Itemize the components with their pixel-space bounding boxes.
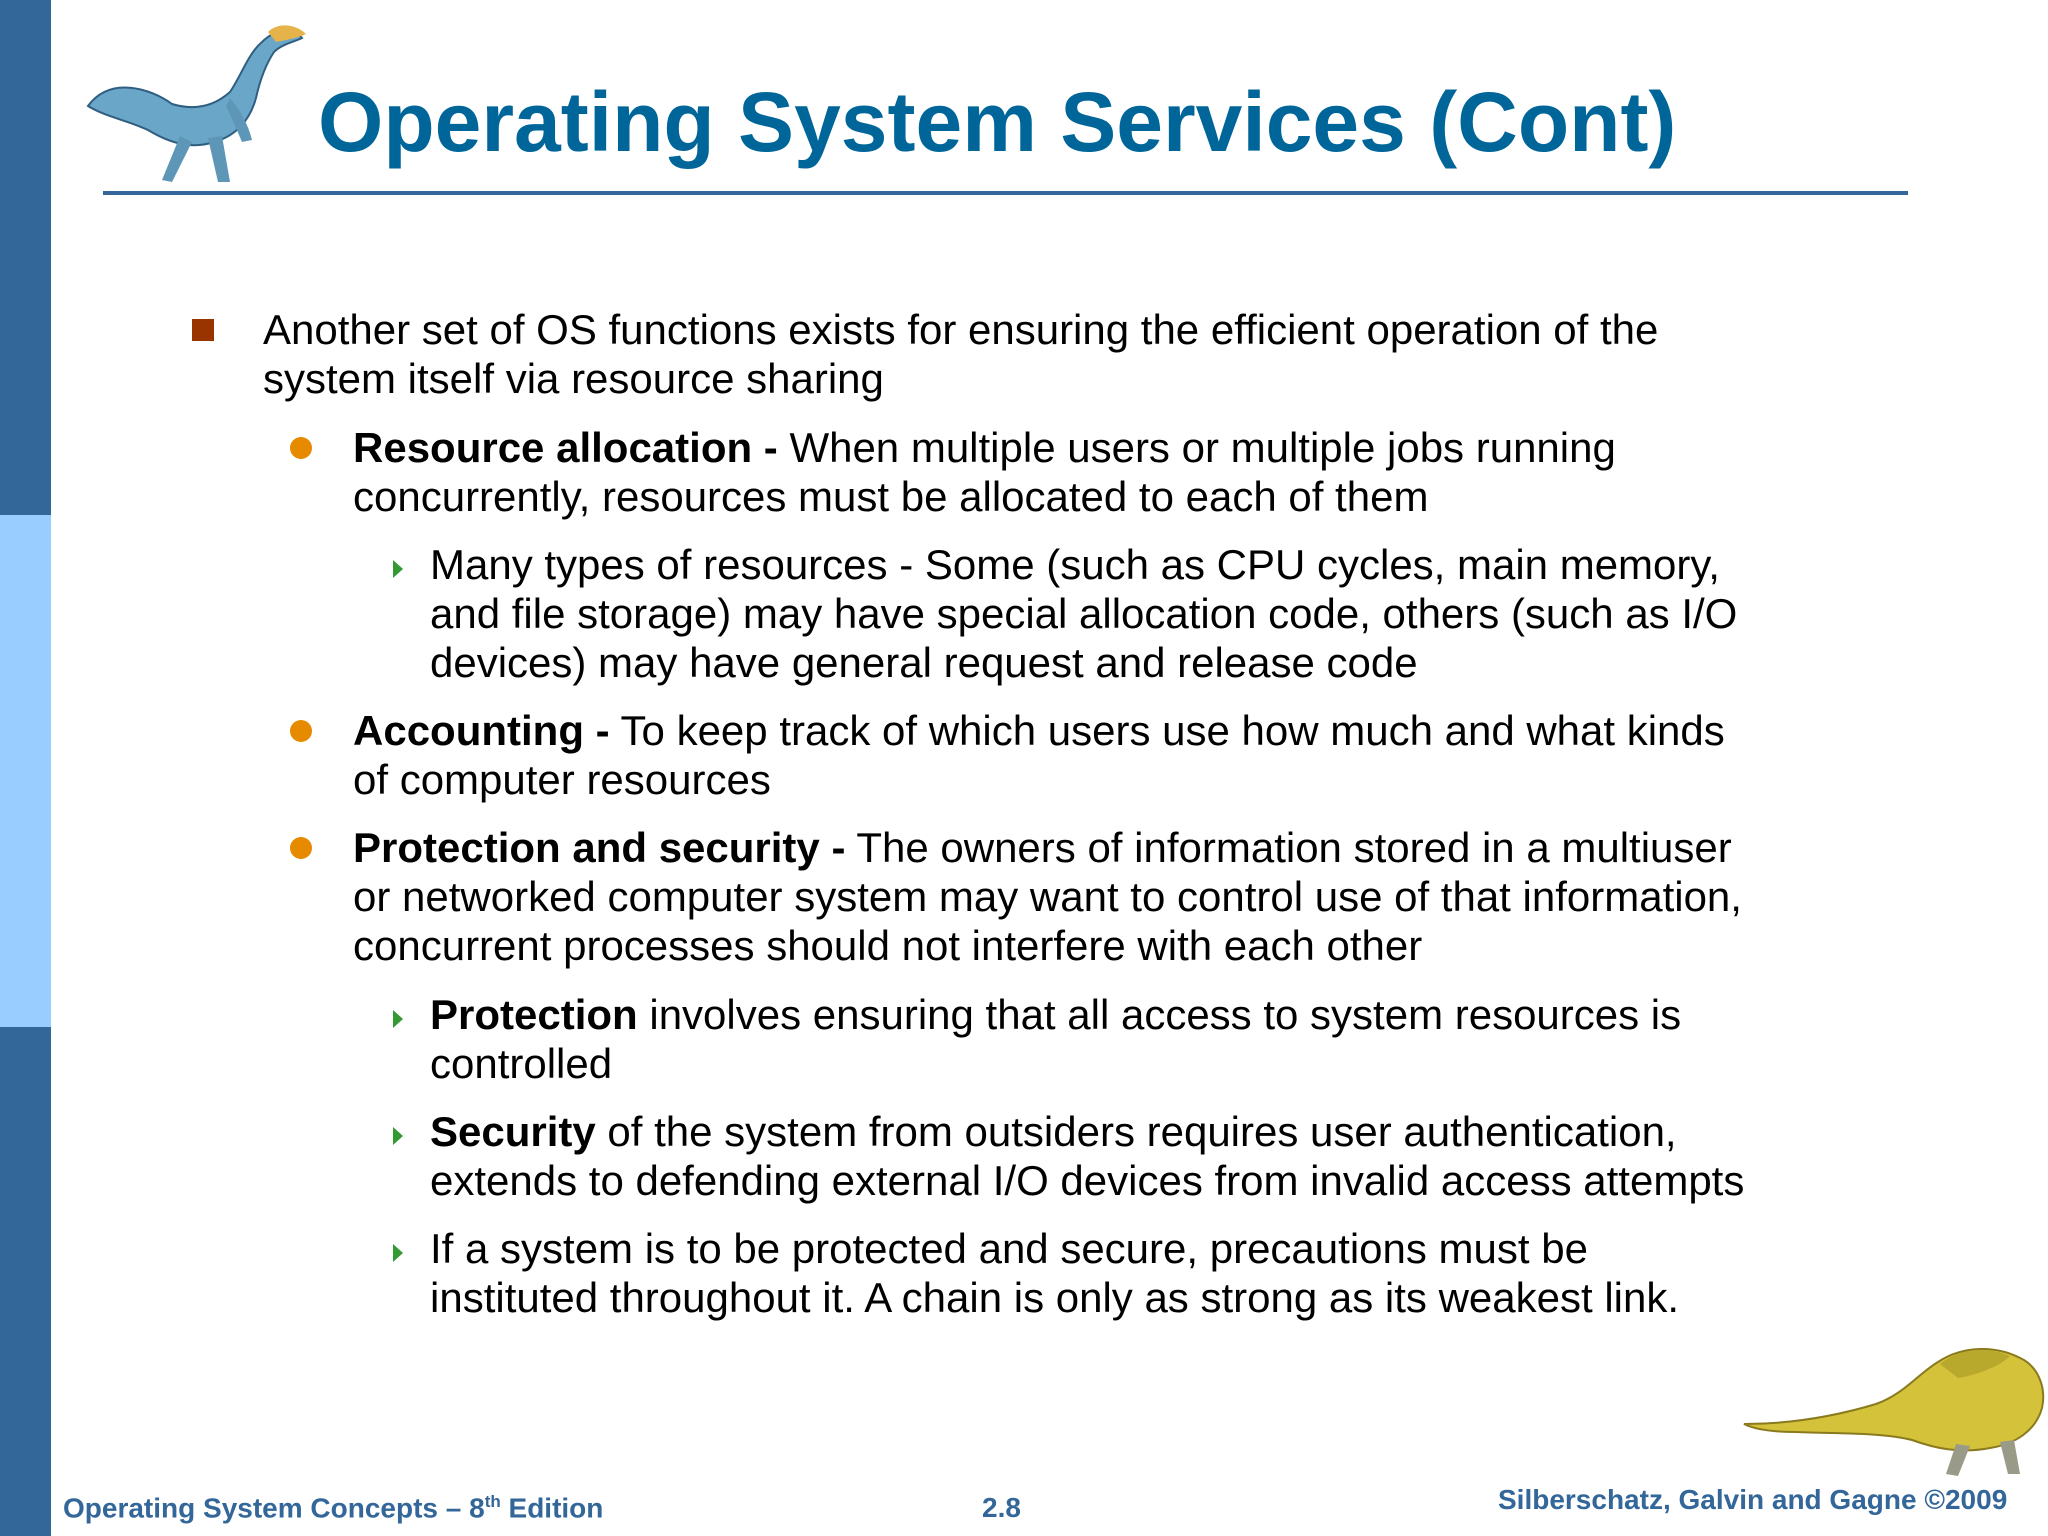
bullet-line [353,823,1732,872]
bullet-line: If a system is to be protected and secure, precautions must be [430,1225,1588,1272]
bullet-term: Accounting - [353,707,610,754]
dinosaur-blue-icon [80,18,310,188]
bullet-line: controlled [430,1040,613,1087]
bullet-term: Protection [430,991,638,1038]
bullet-text: of the system from outsiders requires user authentication, [595,1108,1677,1155]
bullet-line: of computer resources [353,756,771,803]
bullet-line: or networked computer system may want to control use of that information, [353,873,1742,920]
bullet-text: The owners of information stored in a multiuser [845,824,1732,871]
footer-book-title-text: Operating System Concepts – 8 [63,1492,485,1524]
circle-bullet-icon [290,837,312,859]
bullet-line: concurrently, resources must be allocated to each of them [353,473,1429,520]
bullet-line: system itself via resource sharing [263,355,884,402]
slide-page-number: 2.8 [982,1492,1021,1523]
circle-bullet-icon [290,437,312,459]
footer-superscript: th [484,1492,501,1511]
left-sidebar-band [0,0,51,1536]
circle-bullet-icon [290,720,312,742]
triangle-bullet-icon [393,1127,403,1145]
bullet-text: involves ensuring that all access to system resources is [637,991,1682,1038]
bullet-line: Another set of OS functions exists for ensuring the efficient operation of the [263,306,1659,353]
bullet-line: concurrent processes should not interfere with each other [353,922,1423,969]
dinosaur-yellow-icon [1740,1308,2048,1478]
bullet-line [430,1107,1677,1156]
footer-edition-text: Edition [500,1492,604,1524]
bullet-line: Many types of resources - Some (such as CPU cycles, main memory, [430,541,1720,588]
title-underline [103,191,1908,195]
bullet-line [353,423,1616,472]
bullet-line: and file storage) may have special allocation code, others (such as I/O [430,590,1738,637]
bullet-term: Resource allocation - [353,424,778,471]
triangle-bullet-icon [393,1010,403,1028]
bullet-text: To keep track of which users use how much and what kinds [609,707,1725,754]
bullet-line: instituted throughout it. A chain is only as strong as its weakest link. [430,1274,1680,1321]
footer-book-title [63,1492,603,1524]
triangle-bullet-icon [393,560,403,578]
square-bullet-icon [192,319,214,341]
bullet-term: Security [430,1108,596,1155]
footer-authors: Silberschatz, Galvin and Gagne ©2009 [1498,1484,2008,1515]
bullet-line [353,706,1725,755]
bullet-text: When multiple users or multiple jobs running [777,424,1616,471]
left-sidebar-highlight [0,515,51,1027]
bullet-term: Protection and security - [353,824,846,871]
bullet-line: devices) may have general request and release code [430,639,1418,686]
triangle-bullet-icon [393,1244,403,1262]
bullet-line: extends to defending external I/O devices from invalid access attempts [430,1157,1745,1204]
slide-title: Operating System Services (Cont) [318,75,1677,169]
bullet-line [430,990,1681,1039]
